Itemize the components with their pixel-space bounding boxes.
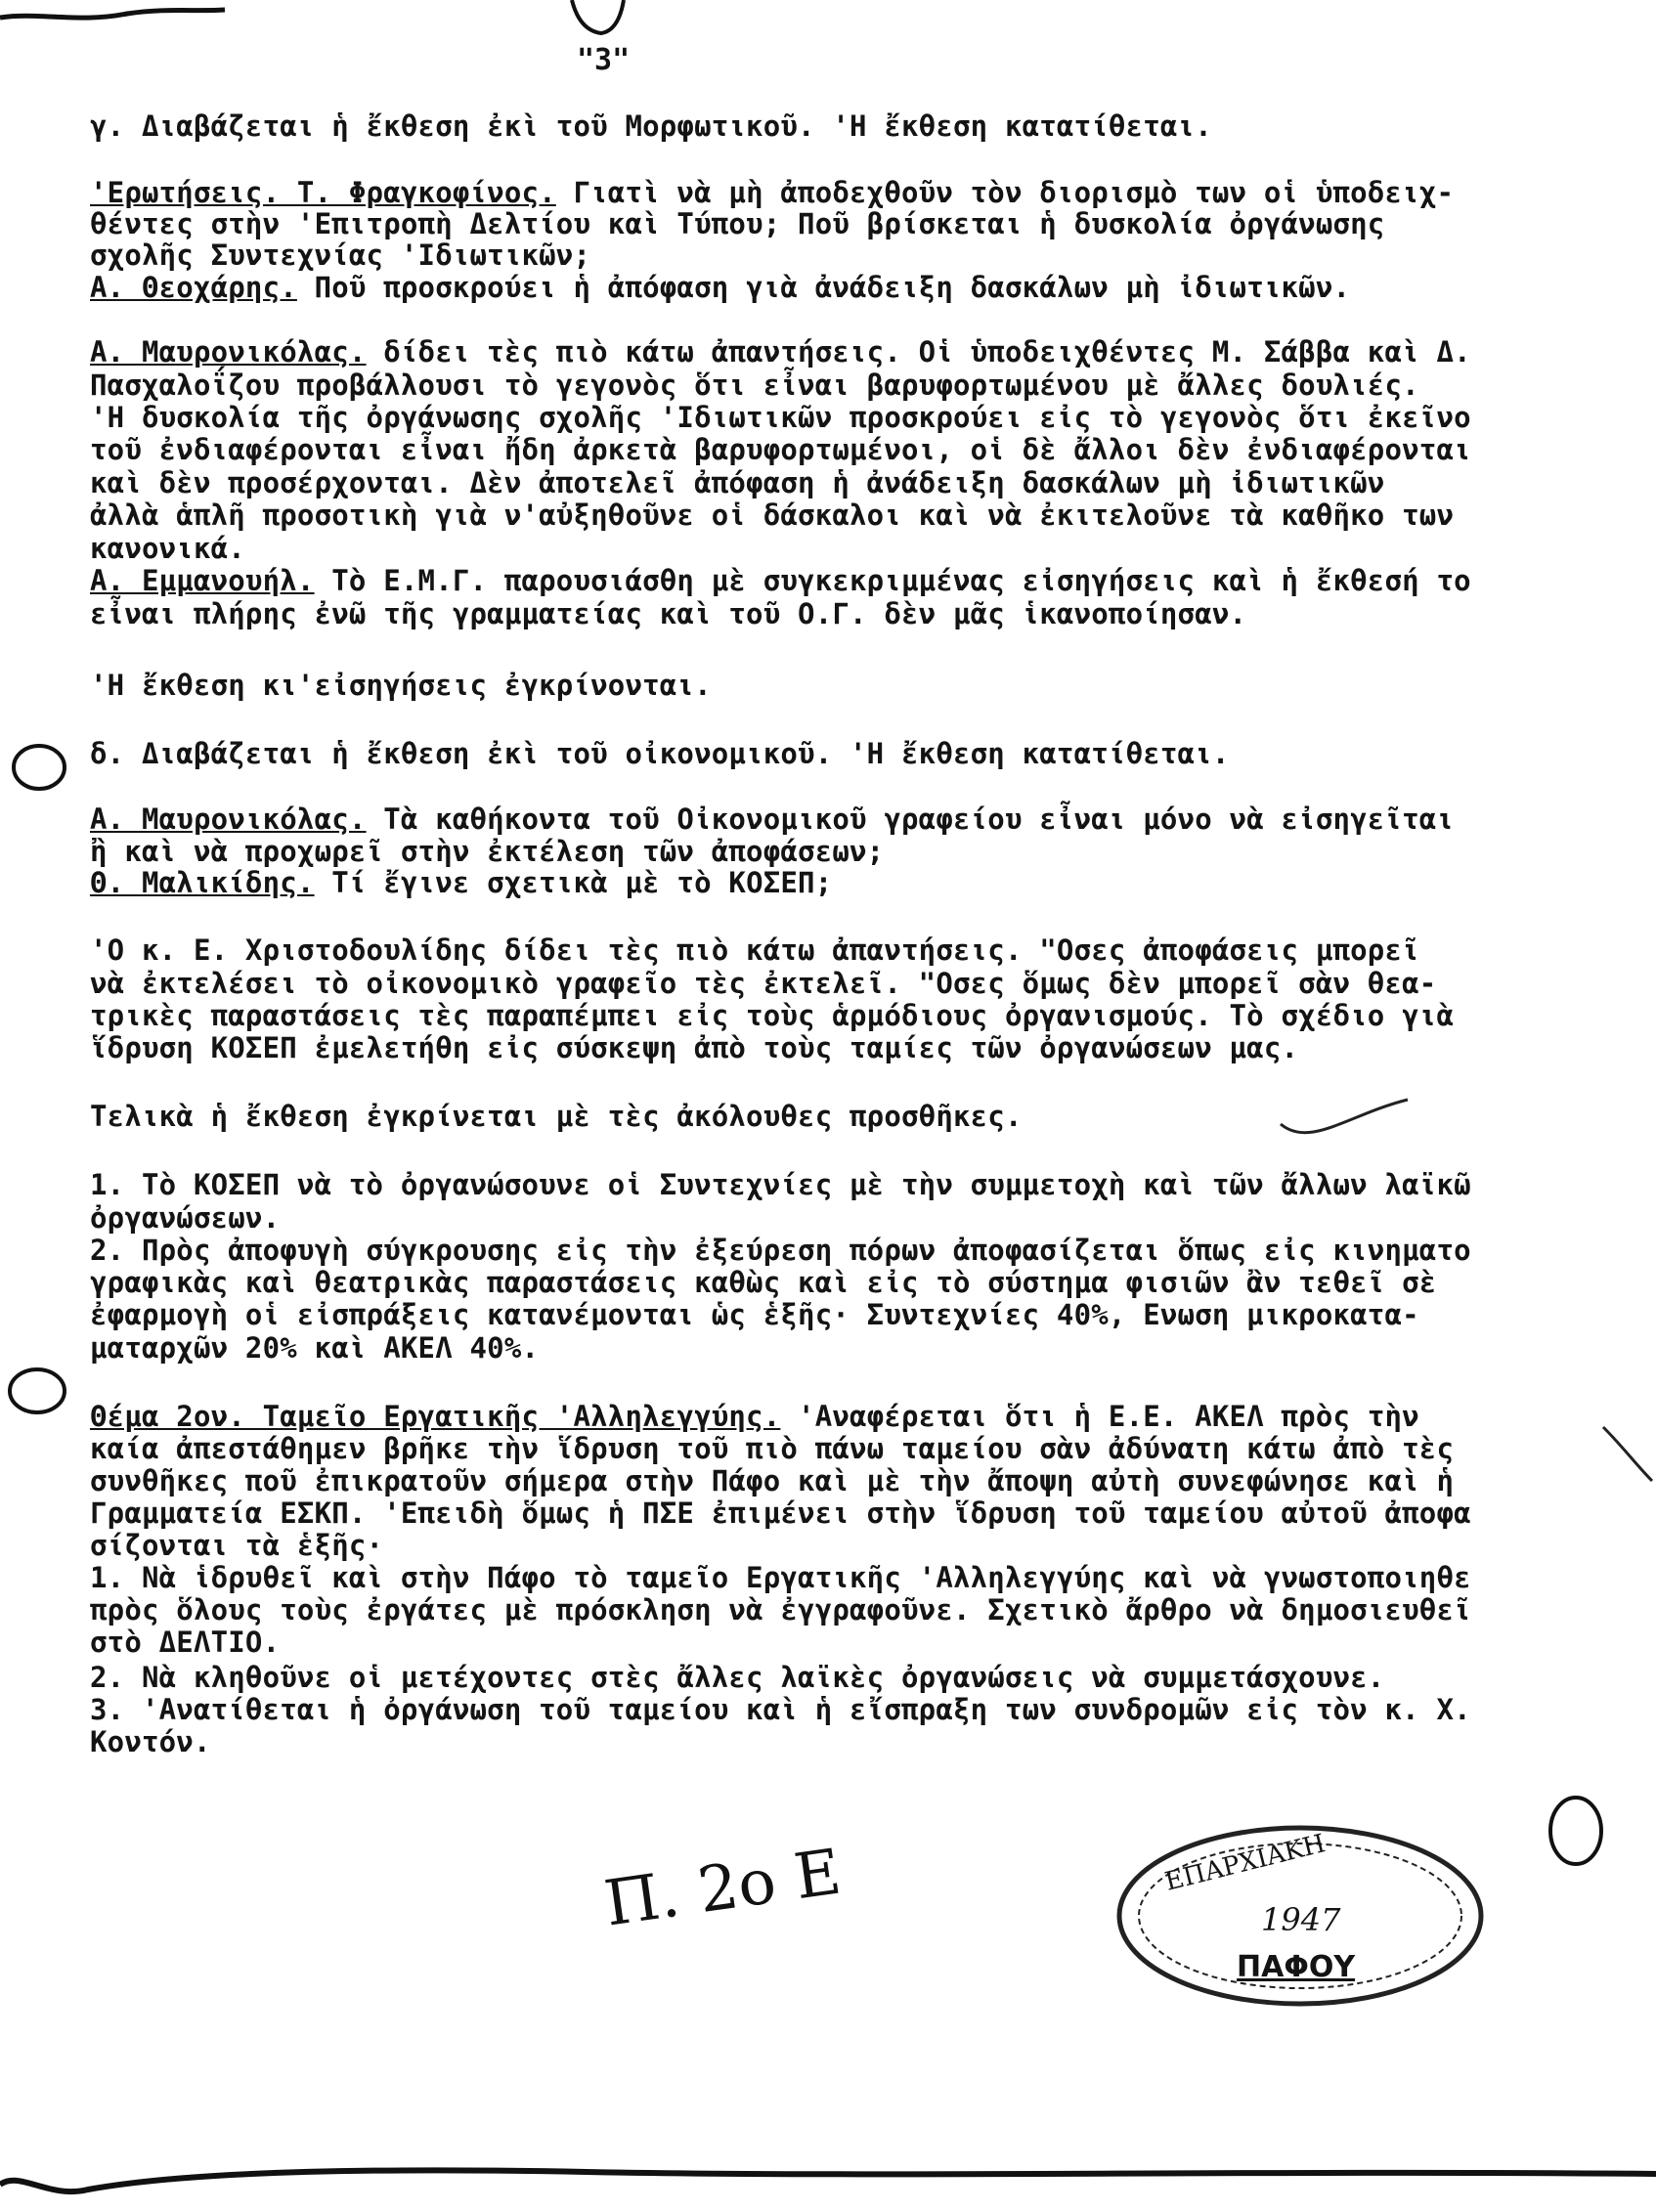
stamp-bottom-text: ΠΑΦΟΥ [1237, 1950, 1356, 1984]
line-text: κανονικά. [90, 532, 245, 565]
line-text: σχολῆς Συντεχνίας 'Ιδιωτικῶν; [90, 239, 591, 272]
line-text: τρικὲς παραστάσεις τὲς παραπέμπει εἰς τοὺς ἁρμόδιους ὀργανισμούς. Τὸ σχέδιο γιὰ [90, 999, 1455, 1032]
line-text: Τὰ καθήκοντα τοῦ Οἰκονομικοῦ γραφείου εἶναι μόνο νὰ εἰσηγεῖται [366, 802, 1455, 836]
stamp-top-text: ΕΠΑΡΧΙΑΚΗ [1161, 1829, 1329, 1897]
handwritten-note: Π. 2ο Ε [600, 1836, 846, 1941]
line-text: πρὸς ὅλους τοὺς ἐργάτες μὲ πρόσκληση νὰ ἐγγραφοῦνε. Σχετικὸ ἄρθρο νὰ δημοσιευθεῖ [90, 1593, 1471, 1626]
line-text: ἢ καὶ νὰ προχωρεῖ στὴν ἐκτέλεση τῶν ἀποφάσεων; [90, 835, 885, 868]
line-text: στὸ ΔΕΛΤΙΟ. [90, 1626, 281, 1659]
line-text: 1. Νὰ ἱδρυθεῖ καὶ στὴν Πάφο τὸ ταμεῖο Εργατικῆς 'Αλληλεγγύης καὶ νὰ γνωστοποιηθε [90, 1561, 1471, 1594]
line-text: ἀλλὰ ἁπλῆ προσοτικὴ γιὰ ν'αὐξηθοῦνε οἱ δάσκαλοι καὶ νὰ ἐκιτελοῦνε τὰ καθῆκο των [90, 499, 1455, 532]
line-text: γραφικὰς καὶ θεατρικὰς παραστάσεις καθὼς καὶ εἰς τὸ σύστημα φισιῶν ἂν τεθεῖ σὲ [90, 1266, 1437, 1299]
page-number: "3" [577, 43, 631, 77]
line-text: 1. Τὸ ΚΟΣΕΠ νὰ τὸ ὀργανώσουνε οἱ Συντεχνίες μὲ τὴν συμμετοχὴ καὶ τῶν ἄλλων λαϊκῶ [90, 1168, 1471, 1201]
line-text: Ποῦ προσκρούει ἡ ἀπόφαση γιὰ ἀνάδειξη δασκάλων μὴ ἰδιωτικῶν. [296, 271, 1351, 304]
stamp-year: 1947 [1261, 1901, 1341, 1938]
line-text: 3. 'Ανατίθεται ἡ ὀργάνωση τοῦ ταμείου καὶ ἡ εἴσπραξη των συνδρομῶν εἰς τὸν κ. Χ. [90, 1693, 1471, 1726]
line-text: 2. Πρὸς ἀποφυγὴ σύγκρουσης εἰς τὴν ἐξεύρεση πόρων ἀποφασίζεται ὅπως εἰς κινηματο [90, 1234, 1471, 1267]
line-text: εἶναι πλήρης ἐνῶ τῆς γραμματείας καὶ τοῦ Ο.Γ. δὲν μᾶς ἱκανοποίησαν. [90, 597, 1247, 630]
speaker-label: Θέμα 2ον. Ταμεῖο Εργατικῆς 'Αλληλεγγύης. [90, 1400, 781, 1433]
official-stamp [1105, 1813, 1496, 2018]
speaker-label: Α. Θεοχάρης. [90, 271, 297, 304]
line-text: ἵδρυση ΚΟΣΕΠ ἐμελετήθη εἰς σύσκεψη ἀπὸ τοὺς ταμίες τῶν ὀργανώσεων μας. [90, 1031, 1299, 1064]
line-text: Κοντόν. [90, 1725, 211, 1758]
line-text: δ. Διαβάζεται ἡ ἔκθεση ἐκὶ τοῦ οἰκονομικοῦ. 'Η ἔκθεση κατατίθεται. [90, 737, 1230, 770]
line-text: Γραμματεία ΕΣΚΠ. 'Επειδὴ ὅμως ἡ ΠΣΕ ἐπιμένει στὴν ἵδρυση τοῦ ταμείου αὐτοῦ ἀποφα [90, 1496, 1471, 1530]
speaker-label: 'Ερωτήσεις. Τ. Φραγκοφίνος. [90, 176, 556, 209]
line-text: συνθῆκες ποῦ ἐπικρατοῦν σήμερα στὴν Πάφο καὶ μὲ τὴν ἄποψη αὐτὴ συνεφώνησε καὶ ἡ [90, 1464, 1455, 1497]
line-text: σίζονται τὰ ἑξῆς· [90, 1529, 384, 1562]
line-text: Τὸ Ε.Μ.Γ. παρουσιάσθη μὲ συγκεκριμμένας εἰσηγήσεις καὶ ἡ ἔκθεσή το [314, 564, 1471, 597]
speaker-label: Α. Μαυρονικόλας. [90, 802, 367, 836]
line-text: 2. Νὰ κληθοῦνε οἱ μετέχοντες στὲς ἄλλες λαϊκὲς ὀργανώσεις νὰ συμμετάσχουνε. [90, 1661, 1385, 1694]
line-text: ματαρχῶν 20% καὶ ΑΚΕΛ 40%. [90, 1331, 540, 1365]
bottom-scan-edge [0, 2131, 1656, 2212]
line-text: δίδει τὲς πιὸ κάτω ἀπαντήσεις. Οἱ ὑποδειχθέντες Μ. Σάββα καὶ Δ. [366, 335, 1471, 369]
speaker-label: Θ. Μαλικίδης. [90, 866, 315, 899]
line-text: 'Ο κ. Ε. Χριστοδουλίδης δίδει τὲς πιὸ κάτω ἀπαντήσεις. "Οσες ἀποφάσεις μπορεῖ [90, 933, 1419, 967]
line-text: 'Αναφέρεται ὅτι ἡ Ε.Ε. ΑΚΕΛ πρὸς τὴν [780, 1400, 1419, 1433]
line-text: καία ἀπεστάθημεν βρῆκε τὴν ἵδρυση τοῦ πιὸ πάνω ταμείου σὰν ἀδύνατη κάτω ἀπὸ τὲς [90, 1432, 1455, 1465]
line-text: θέντες στὴν 'Επιτροπὴ Δελτίου καὶ Τύπου; Ποῦ βρίσκεται ἡ δυσκολία ὀργάνωσης [90, 207, 1385, 240]
speaker-label: Α. Εμμανουήλ. [90, 564, 315, 597]
line-text: 'Η ἔκθεση κι'εἰσηγήσεις ἐγκρίνονται. [90, 669, 712, 702]
line-text: ἐφαρμογὴ οἱ εἰσπράξεις κατανέμονται ὡς ἑξῆς· Συντεχνίες 40%, Ενωση μικροκατα- [90, 1298, 1419, 1331]
line-text: νὰ ἐκτελέσει τὸ οἰκονομικὸ γραφεῖο τὲς ἐκτελεῖ. "Οσες ὅμως δὲν μπορεῖ σὰν θεα- [90, 967, 1437, 1000]
line-text: Τελικὰ ἡ ἔκθεση ἐγκρίνεται μὲ τὲς ἀκόλουθες προσθῆκες. [90, 1100, 1023, 1133]
line-text: Πασχαλοΐζου προβάλλουσι τὸ γεγονὸς ὅτι εἶναι βαρυφορτωμένου μὲ ἄλλες δουλιές. [90, 369, 1419, 402]
line-text: γ. Διαβάζεται ἡ ἔκθεση ἐκὶ τοῦ Μορφωτικοῦ. 'Η ἔκθεση κατατίθεται. [90, 109, 1212, 143]
line-text: καὶ δὲν προσέρχονται. Δὲν ἀποτελεῖ ἀπόφαση ἡ ἀνάδειξη δασκάλων μὴ ἰδιωτικῶν [90, 466, 1385, 499]
speaker-label: Α. Μαυρονικόλας. [90, 335, 367, 369]
line-text: τοῦ ἐνδιαφέρονται εἶναι ἤδη ἀρκετὰ βαρυφορτωμένοι, οἱ δὲ ἄλλοι δὲν ἐνδιαφέρονται [90, 433, 1471, 466]
line-text: Τί ἔγινε σχετικὰ μὲ τὸ ΚΟΣΕΠ; [314, 866, 833, 899]
line-text: Γιατὶ νὰ μὴ ἀποδεχθοῦν τὸν διορισμὸ των οἱ ὑποδειχ- [555, 176, 1455, 209]
line-text: 'Η δυσκολία τῆς ὀργάνωσης σχολῆς 'Ιδιωτικῶν προσκρούει εἰς τὸ γεγονὸς ὅτι ἐκεῖνο [90, 401, 1471, 434]
line-text: ὀργανώσεων. [90, 1201, 281, 1235]
